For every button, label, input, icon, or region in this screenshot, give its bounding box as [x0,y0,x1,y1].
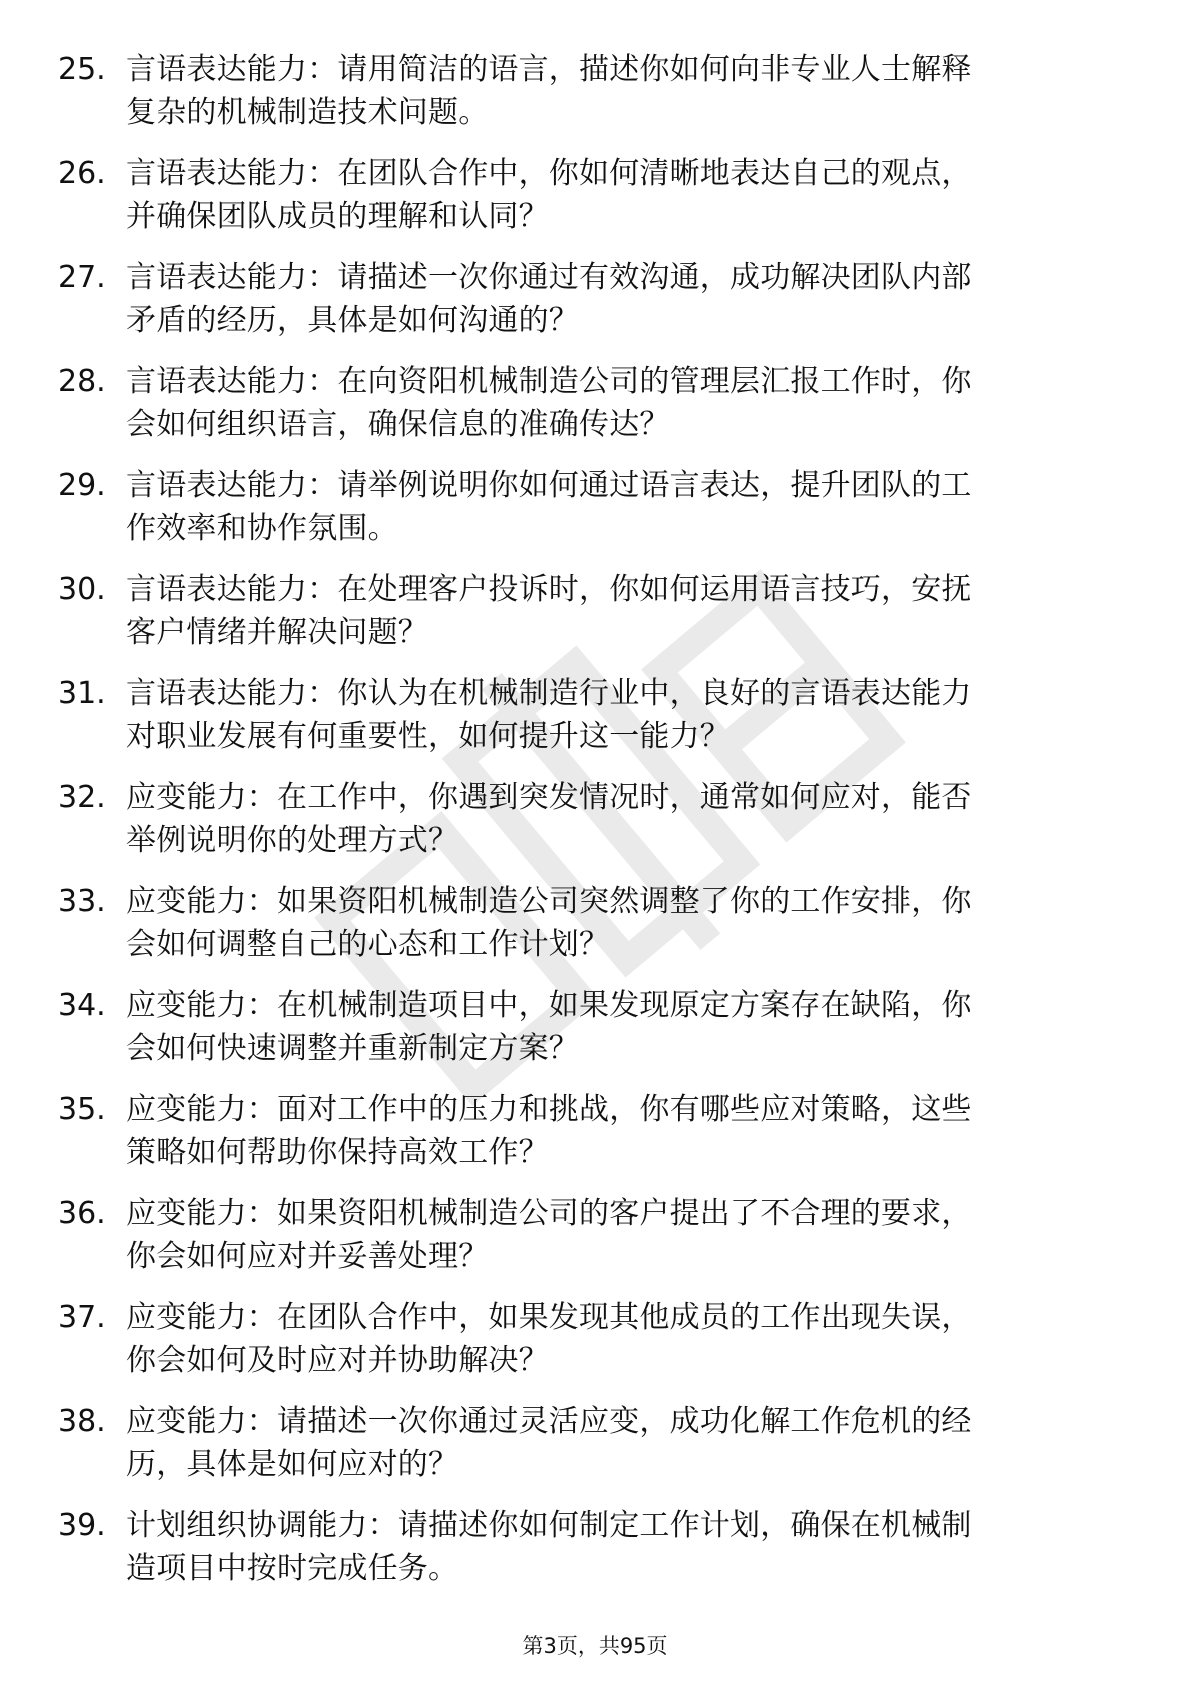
question-text [126,1504,1116,1590]
question-line: 应变能力：在团队合作中，如果发现其他成员的工作出现失误， [126,1300,972,1335]
question-item [0,1088,1190,1192]
question-line: 复杂的机械制造技术问题。 [126,95,489,130]
question-line: 对职业发展有何重要性，如何提升这一能力？ [126,719,730,754]
question-item [0,256,1190,360]
question-item [0,360,1190,464]
question-line: 言语表达能力：请描述一次你通过有效沟通，成功解决团队内部 [126,260,972,295]
question-text [126,1088,1116,1174]
page-footer [0,1632,1190,1660]
question-number: 34. [58,988,106,1023]
question-number: 38. [58,1404,106,1439]
question-number: 37. [58,1300,106,1335]
question-line: 会如何组织语言，确保信息的准确传达？ [126,407,670,442]
question-number: 26. [58,156,106,191]
question-list [0,48,1190,1608]
question-line: 言语表达能力：在处理客户投诉时，你如何运用语言技巧，安抚 [126,572,972,607]
question-line: 造项目中按时完成任务。 [126,1551,459,1586]
page-number-label: 第3页，共95页 [522,1634,668,1658]
question-number: 36. [58,1196,106,1231]
question-item [0,880,1190,984]
question-line: 会如何调整自己的心态和工作计划？ [126,927,610,962]
question-item [0,1296,1190,1400]
question-line: 计划组织协调能力：请描述你如何制定工作计划，确保在机械制 [126,1508,972,1543]
question-line: 应变能力：如果资阳机械制造公司突然调整了你的工作安排，你 [126,884,972,919]
question-item [0,1400,1190,1504]
question-line: 言语表达能力：在团队合作中，你如何清晰地表达自己的观点， [126,156,972,191]
question-line: 你会如何及时应对并协助解决？ [126,1343,549,1378]
question-number: 30. [58,572,106,607]
question-text [126,256,1116,342]
question-line: 历，具体是如何应对的？ [126,1447,459,1482]
question-line: 应变能力：请描述一次你通过灵活应变，成功化解工作危机的经 [126,1404,972,1439]
question-number: 29. [58,468,106,503]
question-number: 28. [58,364,106,399]
question-text [126,48,1116,134]
question-item [0,48,1190,152]
question-line: 你会如何应对并妥善处理？ [126,1239,489,1274]
question-number: 31. [58,676,106,711]
question-item [0,776,1190,880]
question-text [126,152,1116,238]
question-item [0,568,1190,672]
question-line: 应变能力：在机械制造项目中，如果发现原定方案存在缺陷，你 [126,988,972,1023]
question-text [126,984,1116,1070]
question-text [126,1400,1116,1486]
question-line: 客户情绪并解决问题？ [126,615,428,650]
question-text [126,776,1116,862]
question-text [126,1296,1116,1382]
question-text [126,880,1116,966]
question-item [0,672,1190,776]
question-item [0,464,1190,568]
question-item [0,152,1190,256]
question-item [0,1504,1190,1608]
question-item [0,984,1190,1088]
question-number: 27. [58,260,106,295]
question-text [126,360,1116,446]
question-line: 并确保团队成员的理解和认同？ [126,199,549,234]
question-number: 35. [58,1092,106,1127]
question-text [126,568,1116,654]
question-line: 言语表达能力：在向资阳机械制造公司的管理层汇报工作时，你 [126,364,972,399]
question-line: 会如何快速调整并重新制定方案？ [126,1031,579,1066]
question-line: 言语表达能力：你认为在机械制造行业中，良好的言语表达能力 [126,676,972,711]
question-line: 举例说明你的处理方式？ [126,823,459,858]
question-text [126,1192,1116,1278]
question-number: 32. [58,780,106,815]
question-number: 25. [58,52,106,87]
question-line: 言语表达能力：请举例说明你如何通过语言表达，提升团队的工 [126,468,972,503]
question-line: 应变能力：如果资阳机械制造公司的客户提出了不合理的要求， [126,1196,972,1231]
question-item [0,1192,1190,1296]
question-text [126,672,1116,758]
question-line: 言语表达能力：请用简洁的语言，描述你如何向非专业人士解释 [126,52,972,87]
question-line: 矛盾的经历，具体是如何沟通的？ [126,303,579,338]
question-line: 应变能力：面对工作中的压力和挑战，你有哪些应对策略，这些 [126,1092,972,1127]
question-text [126,464,1116,550]
question-line: 策略如何帮助你保持高效工作？ [126,1135,549,1170]
question-number: 39. [58,1508,106,1543]
question-number: 33. [58,884,106,919]
question-line: 应变能力：在工作中，你遇到突发情况时，通常如何应对，能否 [126,780,972,815]
question-line: 作效率和协作氛围。 [126,511,398,546]
